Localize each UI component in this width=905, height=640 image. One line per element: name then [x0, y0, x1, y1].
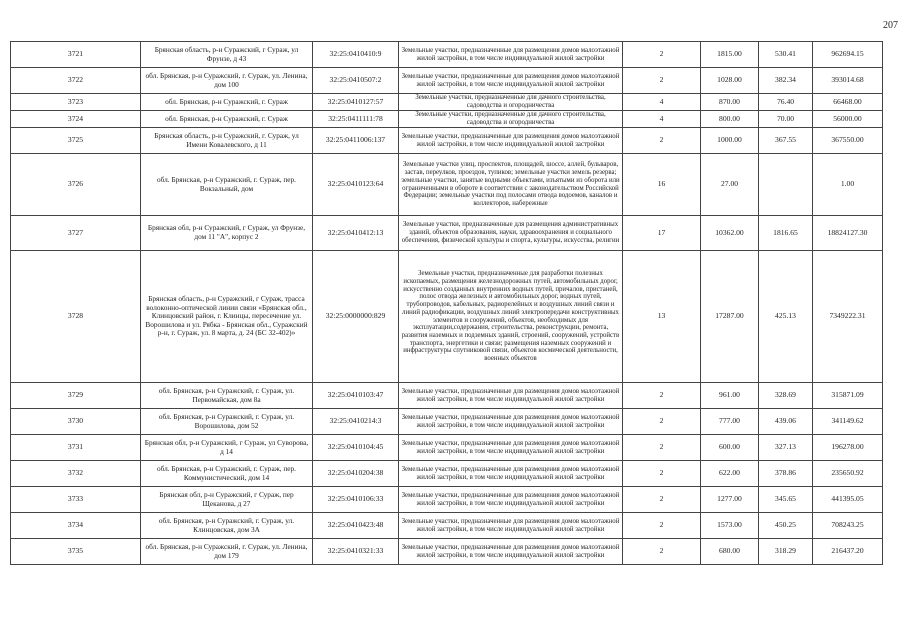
record-number-cell: 3721	[11, 42, 141, 68]
use-group-cell: 16	[623, 154, 701, 216]
unit-value-cell: 439.06	[759, 409, 813, 435]
record-number-cell: 3726	[11, 154, 141, 216]
table-row	[11, 154, 883, 216]
area-cell: 1277.00	[701, 487, 759, 513]
table-row	[11, 216, 883, 251]
area-cell: 1573.00	[701, 513, 759, 539]
record-number-cell: 3725	[11, 128, 141, 154]
area-cell: 777.00	[701, 409, 759, 435]
record-number-cell: 3729	[11, 383, 141, 409]
record-number-cell: 3734	[11, 513, 141, 539]
record-number-cell: 3728	[11, 251, 141, 383]
area-cell: 622.00	[701, 461, 759, 487]
table-row	[11, 487, 883, 513]
use-group-cell: 2	[623, 409, 701, 435]
land-use-cell: Земельные участки, предназначенные для размещения домов малоэтажной жилой застройки, в том числе индивидуальной жилой застройки	[399, 461, 623, 487]
unit-value-cell: 378.86	[759, 461, 813, 487]
cadastral-value-cell: 216437.20	[813, 539, 883, 565]
cadastral-value-cell: 56000.00	[813, 111, 883, 128]
cadastral-number-cell: 32:25:0410321:33	[313, 539, 399, 565]
cadastral-value-cell: 441395.05	[813, 487, 883, 513]
address-cell: обл. Брянская, р-н Суражский, г. Сураж, ул. Ленина, дом 100	[141, 68, 313, 94]
table-row	[11, 435, 883, 461]
land-use-cell: Земельные участки, предназначенные для размещения домов малоэтажной жилой застройки, в том числе индивидуальной жилой застройки	[399, 487, 623, 513]
record-number-cell: 3735	[11, 539, 141, 565]
use-group-cell: 4	[623, 111, 701, 128]
table-row	[11, 111, 883, 128]
unit-value-cell: 425.13	[759, 251, 813, 383]
unit-value-cell	[759, 154, 813, 216]
unit-value-cell: 328.69	[759, 383, 813, 409]
address-cell: Брянская обл, р-н Суражский, г Сураж, ул Фрунзе, дом 11 "А", корпус 2	[141, 216, 313, 251]
area-cell: 10362.00	[701, 216, 759, 251]
address-cell: Брянская область, р-н Суражский, г. Сураж, ул Имени Ковалевского, д 11	[141, 128, 313, 154]
unit-value-cell: 345.65	[759, 487, 813, 513]
table-row	[11, 251, 883, 383]
unit-value-cell: 382.34	[759, 68, 813, 94]
land-use-cell: Земельные участки, предназначенные для размещения домов малоэтажной жилой застройки, в том числе индивидуальной жилой застройки	[399, 435, 623, 461]
area-cell: 800.00	[701, 111, 759, 128]
table-row	[11, 42, 883, 68]
address-cell: обл. Брянская, р-н Суражский, г. Сураж	[141, 94, 313, 111]
cadastral-value-cell: 235650.92	[813, 461, 883, 487]
table-row	[11, 128, 883, 154]
cadastral-value-cell: 341149.62	[813, 409, 883, 435]
use-group-cell: 2	[623, 383, 701, 409]
land-plots-table	[10, 41, 883, 565]
land-use-cell: Земельные участки, предназначенные для размещения административных зданий, объектов образования, науки, здравоохранения и социального обеспечения, физической культуры и спорта, культуры, искусства, религии	[399, 216, 623, 251]
record-number-cell: 3723	[11, 94, 141, 111]
cadastral-number-cell: 32:25:0410412:13	[313, 216, 399, 251]
cadastral-number-cell: 32:25:0000000:829	[313, 251, 399, 383]
record-number-cell: 3724	[11, 111, 141, 128]
use-group-cell: 2	[623, 435, 701, 461]
record-number-cell: 3732	[11, 461, 141, 487]
use-group-cell: 2	[623, 68, 701, 94]
use-group-cell: 2	[623, 128, 701, 154]
area-cell: 17287.00	[701, 251, 759, 383]
page-number: 207	[883, 20, 898, 31]
cadastral-number-cell: 32:25:0410123:64	[313, 154, 399, 216]
land-use-cell: Земельные участки, предназначенные для размещения домов малоэтажной жилой застройки, в том числе индивидуальной жилой застройки	[399, 513, 623, 539]
cadastral-number-cell: 32:25:0411111:78	[313, 111, 399, 128]
cadastral-value-cell: 1.00	[813, 154, 883, 216]
unit-value-cell: 70.00	[759, 111, 813, 128]
use-group-cell: 2	[623, 513, 701, 539]
area-cell: 600.00	[701, 435, 759, 461]
use-group-cell: 2	[623, 539, 701, 565]
table-body	[11, 42, 883, 565]
land-use-cell: Земельные участки, предназначенные для размещения домов малоэтажной жилой застройки, в том числе индивидуальной жилой застройки	[399, 539, 623, 565]
address-cell: обл. Брянская, р-н Суражский, г. Сураж, ул. Ленина, дом 179	[141, 539, 313, 565]
record-number-cell: 3727	[11, 216, 141, 251]
table-row	[11, 94, 883, 111]
address-cell: обл. Брянская, р-н Суражский, г. Сураж	[141, 111, 313, 128]
address-cell: Брянская обл, р-н Суражский, г Сураж, ул Суворова, д 14	[141, 435, 313, 461]
area-cell: 961.00	[701, 383, 759, 409]
land-use-cell: Земельные участки, предназначенные для размещения домов малоэтажной жилой застройки, в том числе индивидуальной жилой застройки	[399, 68, 623, 94]
address-cell: обл. Брянская, р-н Суражский, г. Сураж, пер. Коммунистический, дом 14	[141, 461, 313, 487]
record-number-cell: 3730	[11, 409, 141, 435]
unit-value-cell: 367.55	[759, 128, 813, 154]
land-use-cell: Земельные участки, предназначенные для дачного строительства, садоводства и огородничества	[399, 94, 623, 111]
table-row	[11, 68, 883, 94]
land-use-cell: Земельные участки, предназначенные для дачного строительства, садоводства и огородничества	[399, 111, 623, 128]
land-use-cell: Земельные участки улиц, проспектов, площадей, шоссе, аллей, бульваров, застав, переулков, проездов, тупиков; земельные участки земель резерва; земельные участки, занятые водными объектами, изъятыми из оборота или ограниченными в обороте в соответствии с законодательством Российской Федерации; земельные участки под полосами отвода водоемов, каналов и коллекторов, набережные	[399, 154, 623, 216]
unit-value-cell: 1816.65	[759, 216, 813, 251]
address-cell: обл. Брянская, р-н Суражский, г. Сураж, ул. Ворошилова, дом 52	[141, 409, 313, 435]
address-cell: Брянская область, р-н Суражский, г Сураж, трасса волоконно-оптической линии связи «Брянская обл., Клинцовский район, г. Клинцы, пересечение ул. Ворошилова и ул. Рябка - Брянская обл., Суражский р-н, г. Сураж, ул. 8 марта, д. 24 (БС 32-402)»	[141, 251, 313, 383]
cadastral-value-cell: 367550.00	[813, 128, 883, 154]
address-cell: обл. Брянская, р-н Суражский, г. Сураж, ул. Клинцовская, дом 3А	[141, 513, 313, 539]
cadastral-number-cell: 32:25:0410410:9	[313, 42, 399, 68]
use-group-cell: 2	[623, 487, 701, 513]
cadastral-value-cell: 708243.25	[813, 513, 883, 539]
address-cell: обл. Брянская, р-н Суражский, г. Сураж, ул. Первомайская, дом 8а	[141, 383, 313, 409]
land-use-cell: Земельные участки, предназначенные для разработки полезных ископаемых, размещения железнодорожных путей, автомобильных дорог, искусственно созданных внутренних водных путей, причалов, пристаней, полос отвода железных и автомобильных дорог, водных путей, трубопроводов, кабельных, радиорелейных и воздушных линий связи и линий радиофикации, воздушных линий электропередачи конструктивных элементов и сооружений, объектов, необходимых для эксплуатации,содержания, строительства, реконструкции, ремонта, развития наземных и подземных зданий, строений, сооружений, устройств транспорта, энергетики и связи; размещения наземных сооружений и инфраструктуры спутниковой связи, объектов космической деятельности, военных объектов	[399, 251, 623, 383]
cadastral-number-cell: 32:25:0410204:38	[313, 461, 399, 487]
address-cell: Брянская обл, р-н Суражский, г Сураж, пер Щеканова, д 27	[141, 487, 313, 513]
address-cell: Брянская область, р-н Суражский, г Сураж, ул Фрунзе, д 43	[141, 42, 313, 68]
record-number-cell: 3722	[11, 68, 141, 94]
area-cell: 1815.00	[701, 42, 759, 68]
cadastral-number-cell: 32:25:0410127:57	[313, 94, 399, 111]
table-row	[11, 383, 883, 409]
use-group-cell: 13	[623, 251, 701, 383]
cadastral-value-cell: 315871.09	[813, 383, 883, 409]
area-cell: 1028.00	[701, 68, 759, 94]
cadastral-number-cell: 32:25:0410103:47	[313, 383, 399, 409]
use-group-cell: 4	[623, 94, 701, 111]
cadastral-number-cell: 32:25:0410104:45	[313, 435, 399, 461]
land-use-cell: Земельные участки, предназначенные для размещения домов малоэтажной жилой застройки, в том числе индивидуальной жилой застройки	[399, 383, 623, 409]
table-row	[11, 513, 883, 539]
area-cell: 1000.00	[701, 128, 759, 154]
table-row	[11, 539, 883, 565]
unit-value-cell: 530.41	[759, 42, 813, 68]
cadastral-value-cell: 7349222.31	[813, 251, 883, 383]
unit-value-cell: 76.40	[759, 94, 813, 111]
land-use-cell: Земельные участки, предназначенные для размещения домов малоэтажной жилой застройки, в том числе индивидуальной жилой застройки	[399, 42, 623, 68]
cadastral-value-cell: 66468.00	[813, 94, 883, 111]
cadastral-value-cell: 196278.00	[813, 435, 883, 461]
use-group-cell: 2	[623, 42, 701, 68]
cadastral-value-cell: 962694.15	[813, 42, 883, 68]
record-number-cell: 3731	[11, 435, 141, 461]
cadastral-number-cell: 32:25:0410423:48	[313, 513, 399, 539]
area-cell: 27.00	[701, 154, 759, 216]
use-group-cell: 17	[623, 216, 701, 251]
cadastral-number-cell: 32:25:0410214:3	[313, 409, 399, 435]
unit-value-cell: 327.13	[759, 435, 813, 461]
table-row	[11, 409, 883, 435]
unit-value-cell: 318.29	[759, 539, 813, 565]
land-use-cell: Земельные участки, предназначенные для размещения домов малоэтажной жилой застройки, в том числе индивидуальной жилой застройки	[399, 128, 623, 154]
cadastral-value-cell: 18824127.30	[813, 216, 883, 251]
cadastral-value-cell: 393014.68	[813, 68, 883, 94]
unit-value-cell: 450.25	[759, 513, 813, 539]
table-row	[11, 461, 883, 487]
cadastral-number-cell: 32:25:0410106:33	[313, 487, 399, 513]
area-cell: 680.00	[701, 539, 759, 565]
use-group-cell: 2	[623, 461, 701, 487]
record-number-cell: 3733	[11, 487, 141, 513]
cadastral-number-cell: 32:25:0411006:137	[313, 128, 399, 154]
land-use-cell: Земельные участки, предназначенные для размещения домов малоэтажной жилой застройки, в том числе индивидуальной жилой застройки	[399, 409, 623, 435]
address-cell: обл. Брянская, р-н Суражский, г. Сураж, пер. Вокзальный, дом	[141, 154, 313, 216]
cadastral-number-cell: 32:25:0410507:2	[313, 68, 399, 94]
area-cell: 870.00	[701, 94, 759, 111]
